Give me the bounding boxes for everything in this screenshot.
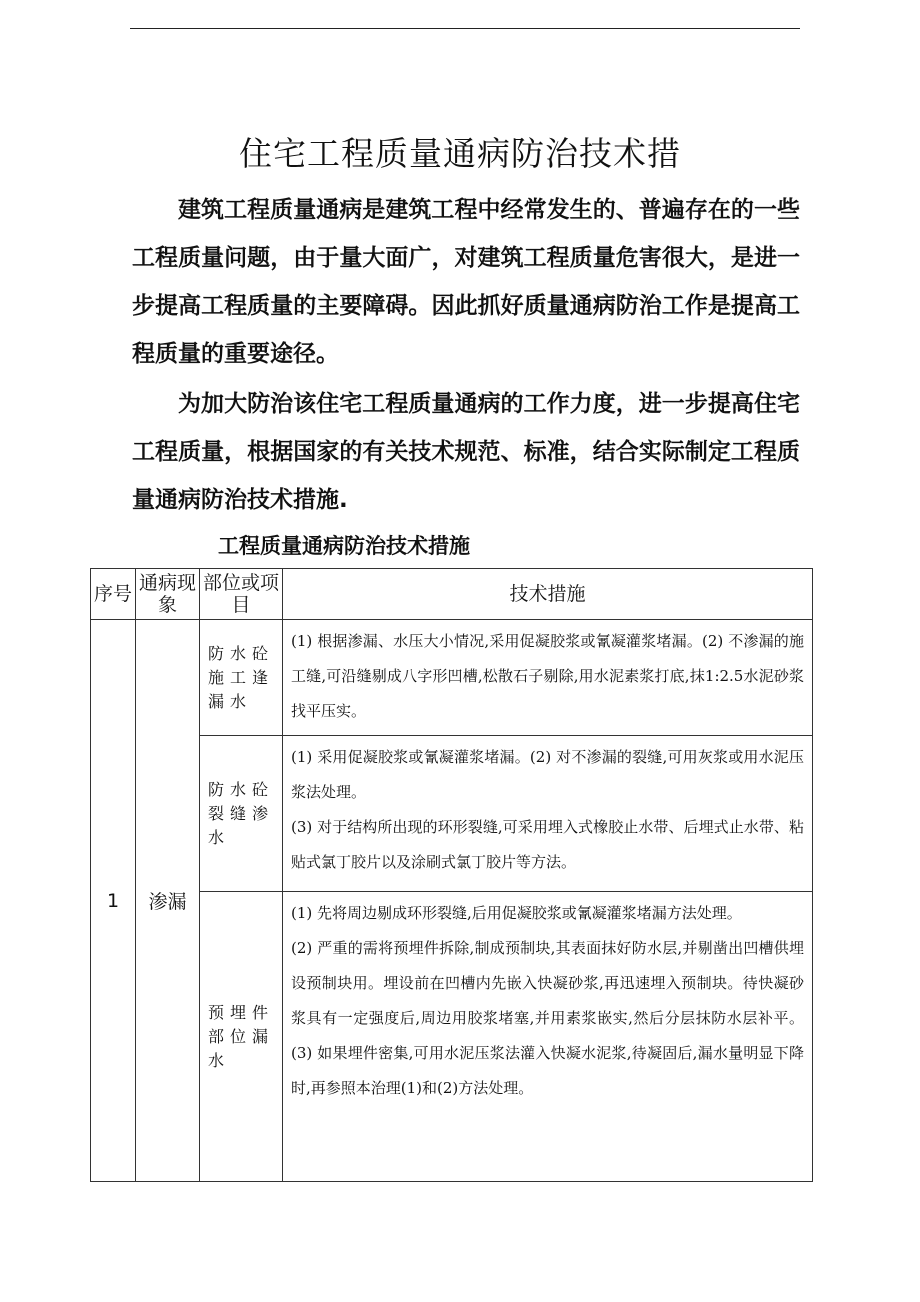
measure-cell xyxy=(283,620,813,736)
part-cell: 预埋件部位漏水 xyxy=(200,892,283,1182)
table-caption: 工程质量通病防治技术措施 xyxy=(218,534,470,558)
intro-paragraph-2: 为加大防治该住宅工程质量通病的工作力度，进一步提高住宅工程质量，根据国家的有关技术规范、标准，结合实际制定工程质量通病防治技术措施. xyxy=(132,391,800,513)
measures-table xyxy=(90,568,813,1182)
measure-text: (3) 对于结构所出现的环形裂缝,可采用埋入式橡胶止水带、后埋式止水带、粘贴式氯丁胶片以及涂刷式氯丁胶片等方法。 xyxy=(291,818,804,871)
measure-text: (2) 严重的需将预埋件拆除,制成预制块,其表面抹好防水层,并剔凿出凹槽供埋设预制块用。埋设前在凹槽内先嵌入快凝砂浆,再迅速埋入预制块。待快凝砂浆具有一定强度后,周边用胶浆堵塞,并用素浆嵌实,然后分层抹防水层补平。(3) 如果埋件密集,可用水泥压浆法灌入快凝水泥浆,待凝固后,漏水量明显下降时,再参照本治理(1)和(2)方法处理。 xyxy=(291,939,804,1097)
measure-text: (1) 先将周边剔成环形裂缝,后用促凝胶浆或氰凝灌浆堵漏方法处理。 xyxy=(291,904,742,922)
document-title: 住宅工程质量通病防治技术措 xyxy=(239,134,681,173)
measure-cell xyxy=(283,892,813,1182)
row-number: 1 xyxy=(91,620,136,1182)
header-symptom: 通病现象 xyxy=(136,569,200,620)
table-header-row xyxy=(91,569,813,620)
table-row xyxy=(91,620,813,736)
part-cell: 防水砼裂缝渗水 xyxy=(200,736,283,892)
header-no: 序号 xyxy=(91,569,136,620)
header-measure: 技术措施 xyxy=(283,569,813,620)
header-part: 部位或项目 xyxy=(200,569,283,620)
measure-cell xyxy=(283,736,813,892)
intro-paragraph-1: 建筑工程质量通病是建筑工程中经常发生的、普遍存在的一些工程质量问题，由于量大面广，对建筑工程质量危害很大，是进一步提高工程质量的主要障碍。因此抓好质量通病防治工作是提高工程质量的重要途径。 xyxy=(132,197,800,367)
measure-text: (1) 采用促凝胶浆或氰凝灌浆堵漏。(2) 对不渗漏的裂缝,可用灰浆或用水泥压浆法处理。 xyxy=(291,748,804,801)
measure-text: (1) 根据渗漏、水压大小情况,采用促凝胶浆或氰凝灌浆堵漏。(2) 不渗漏的施工缝,可沿缝剔成八字形凹槽,松散石子剔除,用水泥素浆打底,抹1:2.5水泥砂浆找平压实。 xyxy=(291,632,804,720)
table-row xyxy=(91,736,813,892)
part-cell: 防水砼施工逢漏水 xyxy=(200,620,283,736)
table-row xyxy=(91,892,813,1182)
header-rule xyxy=(130,28,800,29)
row-symptom: 渗漏 xyxy=(136,620,200,1182)
